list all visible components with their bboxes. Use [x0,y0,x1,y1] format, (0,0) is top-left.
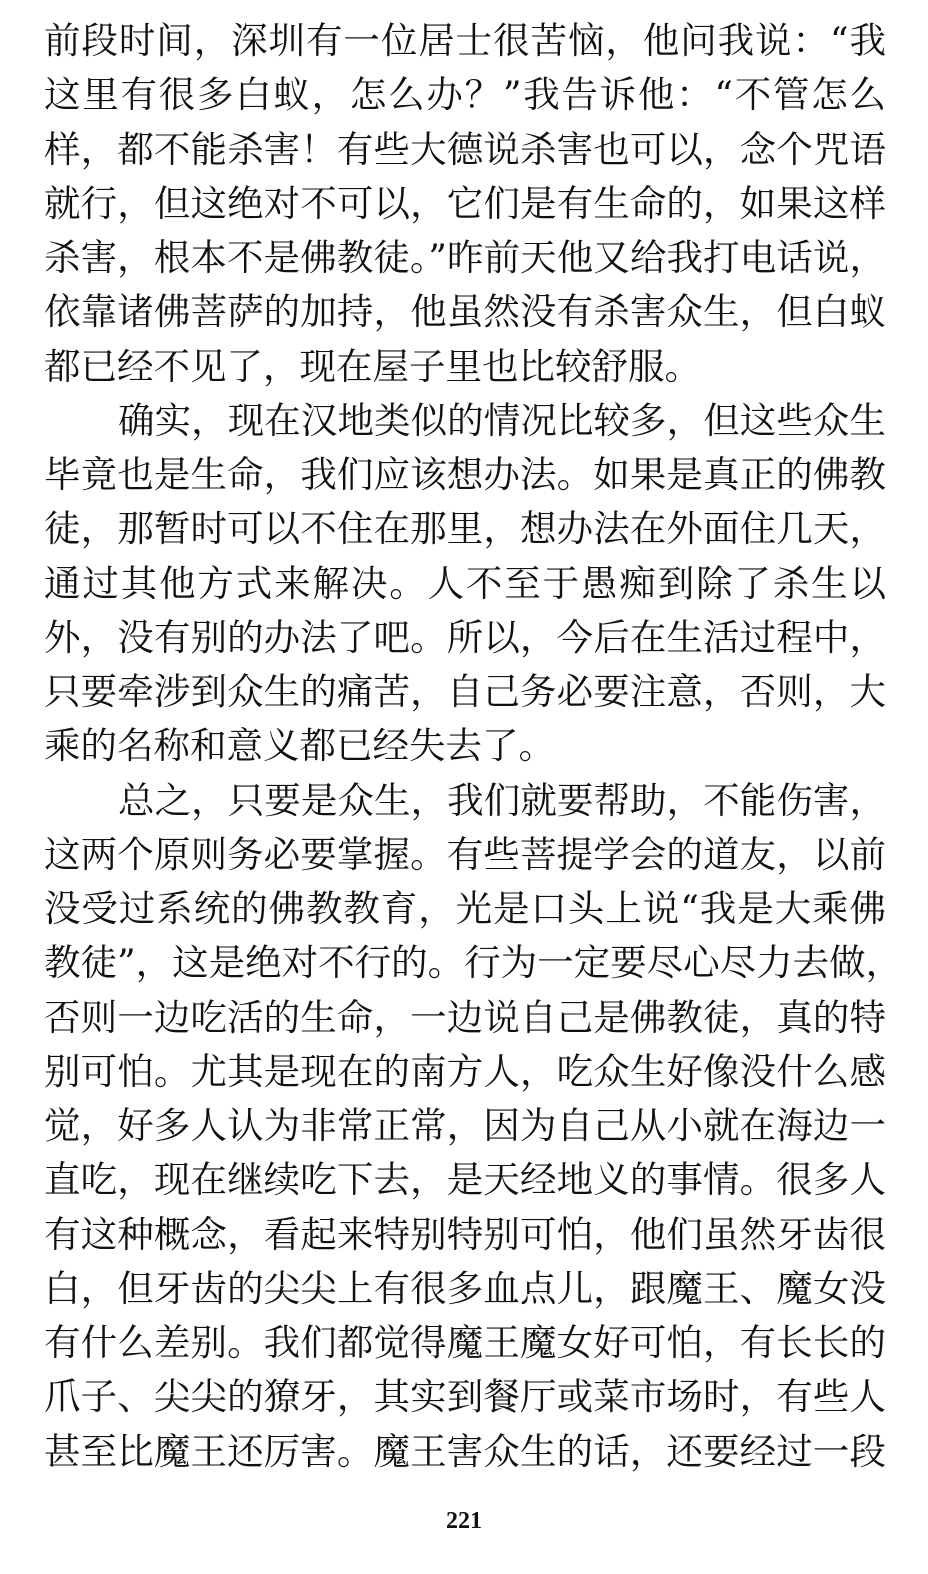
text-line: 有什么差别。我们都觉得魔王魔女好可怕，有长长的 [44,1321,886,1364]
text-line: 依靠诸佛菩萨的加持，他虽然没有杀害众生，但白蚁 [44,290,886,334]
text-line: 样，都不能杀害！有些大德说杀害也可以，念个咒语 [44,127,886,171]
text-line: 白，但牙齿的尖尖上有很多血点儿，跟魔王、魔女没 [44,1266,886,1310]
text-line: 有这种概念，看起来特别特别可怕，他们虽然牙齿很 [44,1212,886,1256]
text-line: 前段时间，深圳有一位居士很苦恼，他问我说：“我 [44,19,886,62]
text-line: 没受过系统的佛教教育，光是口头上说“我是大乘佛 [44,887,886,930]
text-line: 徒，那暂时可以不住在那里，想办法在外面住几天， [44,507,886,551]
text-line: 爪子、尖尖的獠牙，其实到餐厅或菜市场时，有些人 [44,1375,886,1419]
text-line: 这两个原则务必要掌握。有些菩提学会的道友，以前 [44,832,886,876]
text-line: 毕竟也是生命，我们应该想办法。如果是真正的佛教 [44,453,886,496]
text-line: 通过其他方式来解决。人不至于愚痴到除了杀生以 [44,561,886,605]
text-line: 别可怕。尤其是现在的南方人，吃众生好像没什么感 [44,1049,886,1093]
text-line: 就行，但这绝对不可以，它们是有生命的，如果这样 [44,181,886,225]
text-line: 只要牵涉到众生的痛苦，自己务必要注意，否则，大 [44,670,886,713]
text-line: 直吃，现在继续吃下去，是天经地义的事情。很多人 [44,1158,886,1202]
text-line: 觉，好多人认为非常正常，因为自己从小就在海边一 [44,1104,886,1147]
text-line: 杀害，根本不是佛教徒。”昨前天他又给我打电话说， [44,236,886,279]
body-text [44,14,903,1479]
page-number: 221 [446,1508,482,1534]
text-line: 都已经不见了，现在屋子里也比较舒服。 [44,344,701,388]
text-line: 这里有很多白蚁，怎么办？”我告诉他：“不管怎么 [44,73,886,117]
text-line: 确实，现在汉地类似的情况比较多，但这些众生 [118,398,886,442]
text-line: 教徒”，这是绝对不行的。行为一定要尽心尽力去做， [44,941,903,985]
text-line: 否则一边吃活的生命，一边说自己是佛教徒，真的特 [44,995,886,1039]
text-line: 总之，只要是众生，我们就要帮助，不能伤害， [118,778,886,822]
text-line: 甚至比魔王还厉害。魔王害众生的话，还要经过一段 [44,1429,886,1473]
text-line: 外，没有别的办法了吧。所以，今后在生活过程中， [44,615,886,659]
text-line: 乘的名称和意义都已经失去了。 [44,724,555,768]
